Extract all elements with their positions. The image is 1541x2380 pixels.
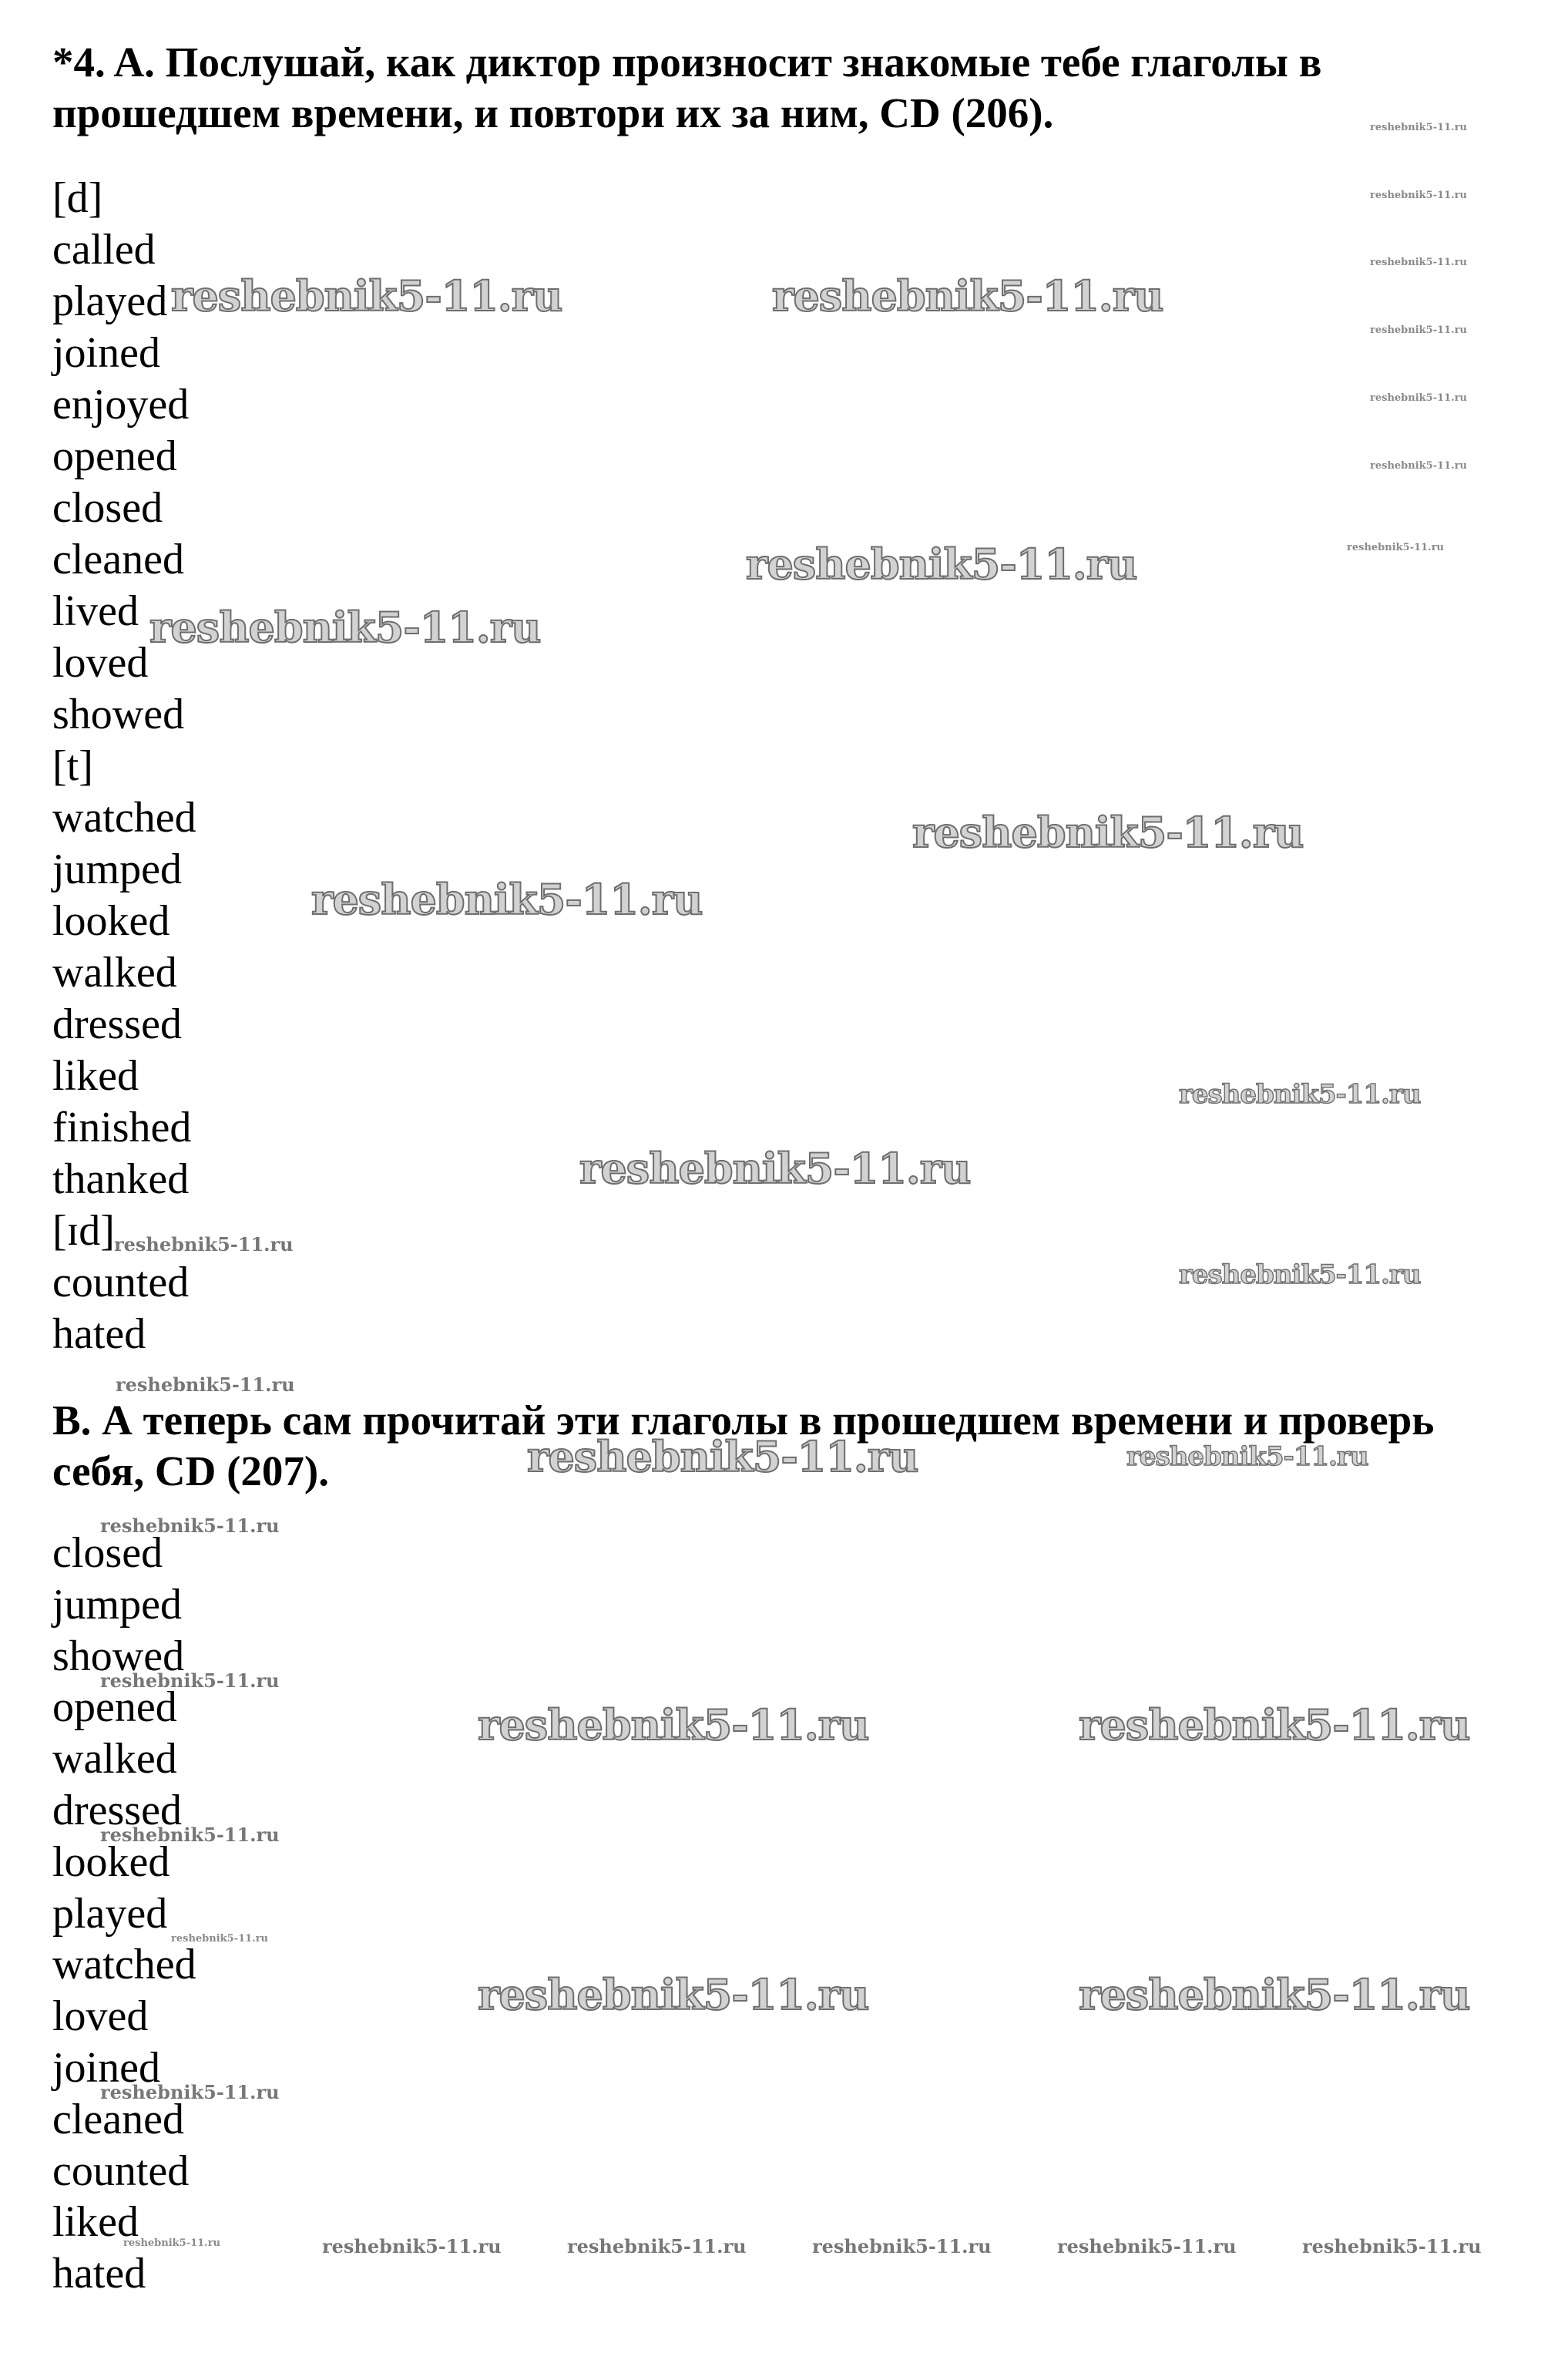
watermark: reshebnik5-11.ru bbox=[772, 271, 1163, 321]
watermark: reshebnik5-11.ru bbox=[579, 1144, 971, 1193]
watermark: reshebnik5-11.ru bbox=[1057, 2235, 1237, 2257]
watermark: reshebnik5-11.ru bbox=[1302, 2235, 1482, 2257]
list-item: hated bbox=[52, 1310, 146, 1358]
list-item: counted bbox=[52, 2146, 190, 2195]
watermark: reshebnik5-11.ru bbox=[100, 1514, 280, 1537]
watermark: reshebnik5-11.ru bbox=[171, 271, 562, 321]
watermark: reshebnik5-11.ru bbox=[311, 875, 703, 924]
watermark: reshebnik5-11.ru bbox=[1079, 1970, 1470, 2019]
section-a-heading-line2: прошедшем времени, и повтори их за ним, CD (206). bbox=[52, 89, 1054, 136]
list-item: watched bbox=[52, 1941, 196, 1989]
list-item: walked bbox=[52, 1735, 177, 1783]
list-item: closed bbox=[52, 484, 163, 532]
list-item: joined bbox=[52, 329, 160, 377]
watermark: reshebnik5-11.ru bbox=[100, 1669, 280, 1692]
list-item: cleaned bbox=[52, 2095, 184, 2143]
list-item: enjoyed bbox=[52, 381, 190, 429]
list-item: opened bbox=[52, 1683, 177, 1732]
watermark: reshebnik5-11.ru bbox=[1079, 1700, 1470, 1750]
watermark: reshebnik5-11.ru bbox=[812, 2235, 992, 2257]
list-item: dressed bbox=[52, 1000, 182, 1048]
list-item: loved bbox=[52, 1992, 149, 2041]
list-item: [t] bbox=[52, 742, 93, 790]
list-item: cleaned bbox=[52, 536, 184, 583]
watermark: reshebnik5-11.ru bbox=[912, 808, 1304, 857]
list-item: [d] bbox=[52, 174, 103, 222]
list-item: looked bbox=[52, 897, 170, 945]
watermark: reshebnik5-11.ru bbox=[746, 540, 1137, 589]
watermark: reshebnik5-11.ru bbox=[1370, 190, 1468, 201]
watermark: reshebnik5-11.ru bbox=[114, 1233, 294, 1256]
list-item: thanked bbox=[52, 1155, 190, 1203]
list-item: jumped bbox=[52, 845, 182, 893]
watermark: reshebnik5-11.ru bbox=[171, 1933, 269, 1945]
watermark: reshebnik5-11.ru bbox=[527, 1432, 918, 1481]
list-item: lived bbox=[52, 587, 139, 635]
list-item: counted bbox=[52, 1259, 190, 1306]
watermark: reshebnik5-11.ru bbox=[1370, 257, 1468, 268]
watermark: reshebnik5-11.ru bbox=[1126, 1441, 1368, 1472]
watermark: reshebnik5-11.ru bbox=[1179, 1079, 1421, 1110]
watermark: reshebnik5-11.ru bbox=[100, 2081, 280, 2103]
list-item: opened bbox=[52, 432, 177, 480]
watermark: reshebnik5-11.ru bbox=[322, 2235, 502, 2257]
watermark: reshebnik5-11.ru bbox=[116, 1373, 295, 1396]
list-item: showed bbox=[52, 1632, 185, 1680]
section-a-verb-list bbox=[52, 173, 196, 1360]
list-item: liked bbox=[52, 1052, 139, 1100]
section-b-heading-line1: B. А теперь сам прочитай эти глаголы в прошедшем времени и проверь bbox=[52, 1397, 1435, 1444]
list-item: joined bbox=[52, 2043, 160, 2092]
watermark: reshebnik5-11.ru bbox=[149, 603, 541, 652]
list-item: [ɪd] bbox=[52, 1207, 115, 1255]
watermark: reshebnik5-11.ru bbox=[1370, 460, 1468, 472]
watermark: reshebnik5-11.ru bbox=[123, 2237, 221, 2249]
list-item: jumped bbox=[52, 1580, 182, 1629]
list-item: closed bbox=[52, 1529, 163, 1577]
section-b-heading-line2: себя, CD (207). bbox=[52, 1447, 329, 1494]
list-item: walked bbox=[52, 949, 177, 997]
list-item: finished bbox=[52, 1104, 192, 1151]
watermark: reshebnik5-11.ru bbox=[478, 1700, 869, 1750]
list-item: watched bbox=[52, 794, 196, 842]
section-a-heading bbox=[52, 37, 1321, 139]
list-item: liked bbox=[52, 2198, 139, 2247]
watermark: reshebnik5-11.ru bbox=[1370, 122, 1468, 133]
list-item: played bbox=[52, 277, 168, 325]
watermark: reshebnik5-11.ru bbox=[567, 2235, 747, 2257]
watermark: reshebnik5-11.ru bbox=[1370, 392, 1468, 404]
list-item: showed bbox=[52, 691, 185, 738]
watermark: reshebnik5-11.ru bbox=[1179, 1259, 1421, 1290]
section-b-verb-list bbox=[52, 1528, 196, 2300]
list-item: dressed bbox=[52, 1786, 182, 1834]
watermark: reshebnik5-11.ru bbox=[478, 1970, 869, 2019]
watermark: reshebnik5-11.ru bbox=[1347, 542, 1445, 553]
list-item: hated bbox=[52, 2250, 146, 2298]
watermark: reshebnik5-11.ru bbox=[100, 1824, 280, 1846]
section-a-heading-line1: *4. A. Послушай, как диктор произносит знакомые тебе глаголы в bbox=[52, 39, 1322, 86]
list-item: played bbox=[52, 1889, 168, 1938]
list-item: called bbox=[52, 226, 156, 274]
list-item: loved bbox=[52, 639, 149, 687]
watermark: reshebnik5-11.ru bbox=[1370, 324, 1468, 336]
list-item: looked bbox=[52, 1837, 170, 1886]
